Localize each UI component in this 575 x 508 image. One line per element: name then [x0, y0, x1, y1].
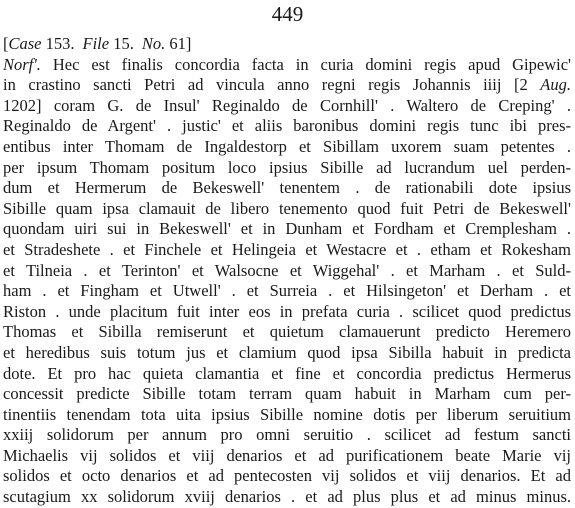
file-number: 15. [113, 34, 134, 53]
date-annotation: Aug. [540, 75, 571, 95]
text-line: Sibille quam ipsa clamauit de libero tenemento quod fuit Petri de Bekeswell' [3, 198, 571, 218]
text-line: scutagium xx solidorum xviij denarios . et ad plus plus et ad minus minus. [3, 487, 571, 507]
case-label: Case [8, 34, 42, 53]
text-line: Thomas et Sibilla remiserunt et quietum clamauerunt predicto Heremero [3, 322, 571, 342]
text-line: dote. Et pro hac quieta clamantia et fine et concordia predictus Hermerus [3, 363, 571, 383]
case-number: 153. [45, 34, 75, 53]
text-line: Reginaldo de Argent' . justic' et aliis baronibus domini regis tunc ibi pres- [3, 116, 571, 136]
text-line: dum et Hermerum de Bekeswell' tenentem . de rationabili dote ipsius [3, 178, 571, 198]
text-line: Riston . unde placitum fuit inter eos in prefata curia . scilicet quod predictus [3, 301, 571, 321]
text-line: xxiij solidorum per annum pro omni seruitio . scilicet ad festum sancti [3, 425, 571, 445]
text-lines [3, 55, 571, 508]
text-line: Michaelis vij solidos et viij denarios et ad purificationem beate Marie vij [3, 445, 571, 465]
text-line: et heredibus suis totum jus et clamium quod ipsa Sibilla habuit in predicta [3, 342, 571, 362]
text-line: entibus inter Thomam de Ingaldestorp et Sibillam uxorem suam petentes . [3, 136, 571, 156]
county-label: Norf'. [3, 54, 41, 74]
page-number: 449 [271, 2, 304, 26]
text-line: tinentiis tenendam tota uita ipsius Sibille nomine dotis per liberum seruitium [3, 404, 571, 424]
case-reference: [Case 153. File 15. No. 61] [3, 34, 192, 53]
text-line: in crastino sancti Petri ad vincula anno regni regis Johannis iiij [2 Aug. [3, 75, 571, 95]
text-line: 1202] coram G. de Insul' Reginaldo de Cornhill' . Waltero de Creping' . [3, 95, 571, 115]
text-line: et Tilneia . et Terinton' et Walsocne et Wiggehal' . et Marham . et Suld- [3, 260, 571, 280]
no-number: 61] [169, 34, 192, 53]
record-text [3, 34, 571, 508]
file-label: File [82, 34, 110, 53]
text-line: ham . et Fingham et Utwell' . et Surreia . et Hilsingeton' et Derham . et [3, 281, 571, 301]
text-line: quondam uiri sui in Bekeswell' et in Dunham et Fordham et Cremplesham . [3, 219, 571, 239]
text-line: et Stradeshete . et Finchele et Helingeia et Westacre et . etham et Rokesham [3, 239, 571, 259]
no-label: No. [141, 34, 166, 53]
text-line: solidos et octo denarios et ad pentecosten vij solidos et viij denarios. Et ad [3, 466, 571, 486]
text-line: Norf'. Hec est finalis concordia facta in curia domini regis apud Gipewic' [3, 54, 571, 74]
text-line: per ipsum Thomam positum loco ipsius Sibille ad lucrandum uel perden- [3, 157, 571, 177]
text-line: concessit predicte Sibille totam terram quam habuit in Marham cum per- [3, 384, 571, 404]
